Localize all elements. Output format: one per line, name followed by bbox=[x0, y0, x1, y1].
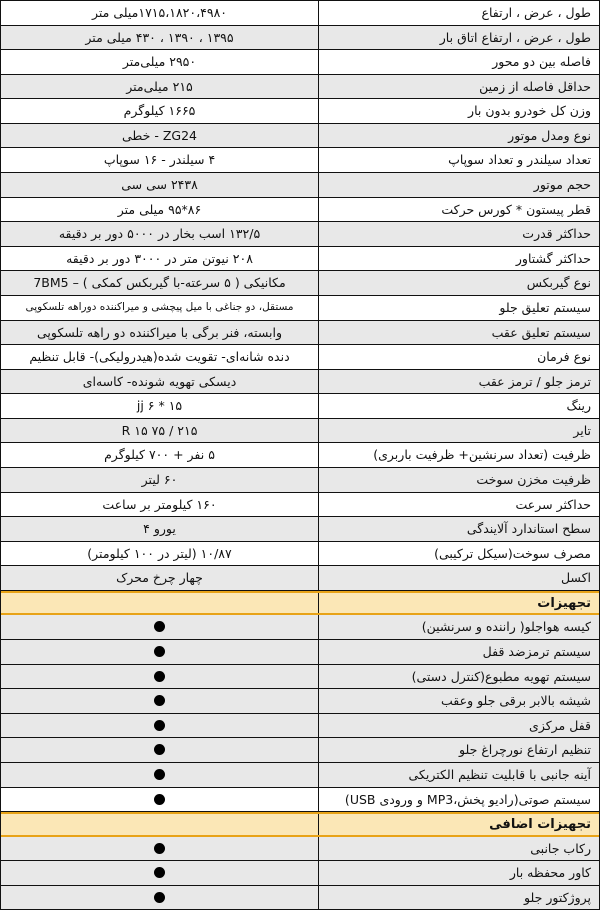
spec-label: نوع گیربکس bbox=[318, 271, 599, 295]
spec-label: ظرفیت (تعداد سرنشین+ ظرفیت باربری) bbox=[318, 443, 599, 467]
bullet-dot-icon bbox=[154, 867, 165, 878]
section-title: تجهیزات اضافی bbox=[318, 814, 599, 835]
spec-label: رینگ bbox=[318, 394, 599, 418]
spec-row bbox=[1, 50, 599, 75]
bullet-dot-icon bbox=[154, 843, 165, 854]
spec-label: نوع فرمان bbox=[318, 345, 599, 369]
spec-label: تعداد سیلندر و تعداد سوپاپ bbox=[318, 148, 599, 172]
spec-value: وابسته، فنر برگی با میراکننده دو راهه تلسکوپی bbox=[36, 324, 282, 340]
spec-row bbox=[1, 173, 599, 198]
spec-row bbox=[1, 296, 599, 321]
feature-check bbox=[1, 788, 318, 812]
feature-check bbox=[1, 640, 318, 664]
spec-label: تایر bbox=[318, 419, 599, 443]
feature-label: سیستم تهویه مطبوع(کنترل دستی) bbox=[318, 665, 599, 689]
spec-value: ۶۰ لیتر bbox=[141, 471, 178, 487]
spec-value: ۱۶۶۵ کیلوگرم bbox=[123, 103, 196, 119]
spec-row bbox=[1, 542, 599, 567]
feature-label: کیسه هواجلو( راننده و سرنشین) bbox=[318, 615, 599, 639]
feature-row bbox=[1, 714, 599, 739]
spec-value: مستقل، دو جناغی با میل پیچشی و میراکننده دوراهه تلسکوپی bbox=[25, 300, 294, 313]
spec-label: حداکثر سرعت bbox=[318, 493, 599, 517]
spec-value: ۵ نفر + ۷۰۰ کیلوگرم bbox=[104, 447, 215, 463]
spec-value: ZG24 - خطی bbox=[121, 127, 197, 143]
spec-row bbox=[1, 566, 599, 591]
spec-row bbox=[1, 493, 599, 518]
spec-label: اکسل bbox=[318, 566, 599, 590]
feature-check bbox=[1, 615, 318, 639]
spec-row bbox=[1, 345, 599, 370]
bullet-dot-icon bbox=[154, 720, 165, 731]
spec-value: ۱۵ * ۶ jj bbox=[136, 398, 183, 414]
spec-row bbox=[1, 468, 599, 493]
section-spacer bbox=[1, 593, 318, 614]
spec-label: قطر پیستون * کورس حرکت bbox=[318, 198, 599, 222]
spec-value: ۲۱۵ / ۷۵ R ۱۵ bbox=[121, 422, 198, 438]
section-header-extra bbox=[1, 812, 599, 837]
feature-row bbox=[1, 788, 599, 813]
feature-label: قفل مرکزی bbox=[318, 714, 599, 738]
feature-row bbox=[1, 689, 599, 714]
spec-row bbox=[1, 148, 599, 173]
spec-label: سیستم تعلیق عقب bbox=[318, 321, 599, 345]
feature-label: رکاب جانبی bbox=[318, 837, 599, 861]
spec-label: ترمز جلو / ترمز عقب bbox=[318, 370, 599, 394]
feature-label: کاور محفظه بار bbox=[318, 861, 599, 885]
feature-row bbox=[1, 763, 599, 788]
spec-value: دیسکی تهویه شونده- کاسه‌ای bbox=[82, 373, 237, 389]
bullet-dot-icon bbox=[154, 695, 165, 706]
spec-label: حداقل فاصله از زمین bbox=[318, 75, 599, 99]
spec-value: ۲۰۸ نیوتن متر در ۳۰۰۰ دور بر دقیقه bbox=[66, 250, 253, 266]
spec-row bbox=[1, 99, 599, 124]
feature-label: پروژکتور جلو bbox=[318, 886, 599, 910]
spec-label: طول ، عرض ، ارتفاع اتاق بار bbox=[318, 26, 599, 50]
spec-value: ۱۳۹۵ ، ۱۳۹۰ ، ۴۳۰ میلی متر bbox=[85, 29, 234, 45]
bullet-dot-icon bbox=[154, 646, 165, 657]
spec-label: حداکثر قدرت bbox=[318, 222, 599, 246]
spec-value: ۱۳۲/۵ اسب بخار در ۵۰۰۰ دور بر دقیقه bbox=[58, 226, 261, 242]
feature-label: آینه جانبی با قابلیت تنظیم الکتریکی bbox=[318, 763, 599, 787]
spec-value: ۸۶*۹۵ میلی متر bbox=[117, 201, 202, 217]
spec-row bbox=[1, 222, 599, 247]
spec-row bbox=[1, 247, 599, 272]
spec-row bbox=[1, 1, 599, 26]
bullet-dot-icon bbox=[154, 892, 165, 903]
bullet-dot-icon bbox=[154, 744, 165, 755]
spec-label: حداکثر گشتاور bbox=[318, 247, 599, 271]
spec-row bbox=[1, 124, 599, 149]
spec-label: نوع ومدل موتور bbox=[318, 124, 599, 148]
spec-row bbox=[1, 26, 599, 51]
spec-row bbox=[1, 517, 599, 542]
bullet-dot-icon bbox=[154, 794, 165, 805]
spec-label: سطح استاندارد آلایندگی bbox=[318, 517, 599, 541]
bullet-dot-icon bbox=[154, 621, 165, 632]
spec-value: چهار چرخ محرک bbox=[116, 570, 203, 586]
feature-row bbox=[1, 886, 599, 911]
feature-row bbox=[1, 738, 599, 763]
feature-check bbox=[1, 738, 318, 762]
spec-row bbox=[1, 271, 599, 296]
feature-row bbox=[1, 665, 599, 690]
feature-check bbox=[1, 763, 318, 787]
spec-row bbox=[1, 394, 599, 419]
spec-label: مصرف سوخت(سیکل ترکیبی) bbox=[318, 542, 599, 566]
spec-value: ۱۰/۸۷ (لیتر در ۱۰۰ کیلومتر) bbox=[87, 545, 232, 561]
spec-row bbox=[1, 419, 599, 444]
spec-value: ۲۴۳۸ سی سی bbox=[121, 177, 198, 193]
feature-label: سیستم ترمزضد قفل bbox=[318, 640, 599, 664]
spec-label: طول ، عرض ، ارتفاع bbox=[318, 1, 599, 25]
spec-value: ۲۹۵۰ میلی‌متر bbox=[122, 54, 197, 70]
section-spacer bbox=[1, 814, 318, 835]
spec-value: ۱۷۱۵،۱۸۲۰،۴۹۸۰میلی متر bbox=[91, 5, 227, 20]
spec-label: ظرفیت مخزن سوخت bbox=[318, 468, 599, 492]
section-title: تجهیزات bbox=[318, 593, 599, 614]
spec-row bbox=[1, 75, 599, 100]
spec-value: ۴ سیلندر - ۱۶ سوپاپ bbox=[103, 152, 216, 168]
feature-row bbox=[1, 861, 599, 886]
bullet-dot-icon bbox=[154, 769, 165, 780]
feature-row bbox=[1, 837, 599, 862]
spec-row bbox=[1, 198, 599, 223]
spec-value: مکانیکی ( ۵ سرعته-با گیربکس کمکی ) – 7BM5 bbox=[33, 275, 286, 291]
feature-check bbox=[1, 665, 318, 689]
spec-value: یورو ۴ bbox=[143, 521, 176, 537]
feature-label: شیشه بالابر برقی جلو وعقب bbox=[318, 689, 599, 713]
feature-check bbox=[1, 837, 318, 861]
feature-check bbox=[1, 886, 318, 910]
spec-row bbox=[1, 321, 599, 346]
feature-check bbox=[1, 861, 318, 885]
feature-label: تنظیم ارتفاع نورچراغ جلو bbox=[318, 738, 599, 762]
bullet-dot-icon bbox=[154, 671, 165, 682]
spec-value: ۲۱۵ میلی‌متر bbox=[126, 78, 193, 94]
feature-check bbox=[1, 689, 318, 713]
spec-label: وزن کل خودرو بدون بار bbox=[318, 99, 599, 123]
spec-label: حجم موتور bbox=[318, 173, 599, 197]
spec-row bbox=[1, 370, 599, 395]
spec-label: سیستم تعلیق جلو bbox=[318, 296, 599, 320]
spec-row bbox=[1, 443, 599, 468]
feature-check bbox=[1, 714, 318, 738]
feature-row bbox=[1, 640, 599, 665]
section-header-equipment bbox=[1, 591, 599, 616]
feature-row bbox=[1, 615, 599, 640]
spec-value: دنده شانه‌ای- تقویت شده(هیدرولیکی)- قابل تنظیم bbox=[29, 349, 290, 365]
spec-label: فاصله بین دو محور bbox=[318, 50, 599, 74]
spec-value: ۱۶۰ کیلومتر بر ساعت bbox=[102, 496, 217, 512]
feature-label: سیستم صوتی(رادیو پخش،MP3 و ورودی USB) bbox=[318, 788, 599, 812]
